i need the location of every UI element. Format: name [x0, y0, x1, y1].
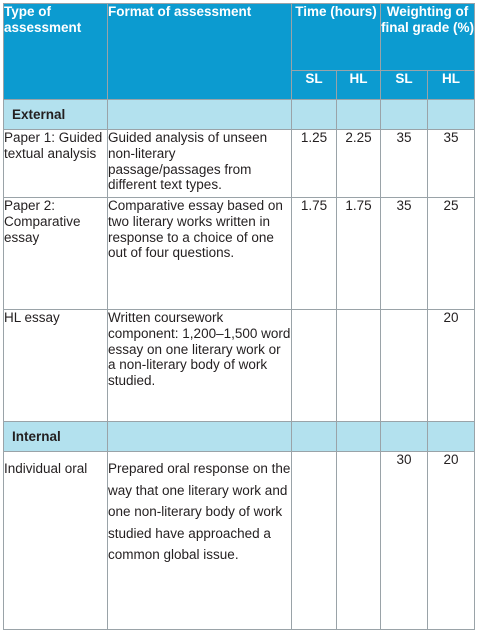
table-row [4, 452, 475, 630]
weight-hl-value: 35 [428, 130, 475, 198]
assessment-format: Written coursework component: 1,200–1,500 word essay on one literary work or a non-literary body of work studied. [108, 310, 292, 422]
weight-hl-value: 25 [428, 198, 475, 310]
assessment-table [3, 3, 475, 630]
time-hl-value: 2.25 [337, 130, 381, 198]
header-type-of-assessment: Type of assessment [4, 4, 108, 100]
header-time-hours: Time (hours) [292, 4, 381, 71]
time-hl-value: 1.75 [337, 198, 381, 310]
weight-sl-value: 30 [381, 452, 428, 630]
section-row-internal [4, 422, 475, 452]
table-row [4, 130, 475, 198]
time-sl-value: 1.75 [292, 198, 337, 310]
header-weight-sl: SL [381, 71, 428, 100]
weight-hl-value: 20 [428, 452, 475, 630]
time-hl-value [337, 310, 381, 422]
weight-sl-value: 35 [381, 198, 428, 310]
header-format-of-assessment: Format of assessment [108, 4, 292, 100]
weight-sl-value: 35 [381, 130, 428, 198]
weight-hl-value: 20 [428, 310, 475, 422]
assessment-type: Individual oral [4, 452, 108, 630]
time-sl-value [292, 452, 337, 630]
assessment-type: Paper 1: Guided textual analysis [4, 130, 108, 198]
header-weight-hl: HL [428, 71, 475, 100]
section-label-internal: Internal [4, 422, 108, 452]
weight-sl-value [381, 310, 428, 422]
table-row [4, 198, 475, 310]
assessment-format: Comparative essay based on two literary works written in response to a choice of one out of four questions. [108, 198, 292, 310]
section-label-external: External [4, 100, 108, 130]
table-row [4, 310, 475, 422]
assessment-type: Paper 2: Comparative essay [4, 198, 108, 310]
header-weighting: Weighting of final grade (%) [381, 4, 475, 71]
header-time-hl: HL [337, 71, 381, 100]
time-hl-value [337, 452, 381, 630]
assessment-type: HL essay [4, 310, 108, 422]
time-sl-value: 1.25 [292, 130, 337, 198]
time-sl-value [292, 310, 337, 422]
section-row-external [4, 100, 475, 130]
header-time-sl: SL [292, 71, 337, 100]
assessment-format: Prepared oral response on the way that one literary work and one non-literary body of work studied have approached a common global issue. [108, 452, 292, 630]
assessment-format: Guided analysis of unseen non-literary passage/passages from different text types. [108, 130, 292, 198]
